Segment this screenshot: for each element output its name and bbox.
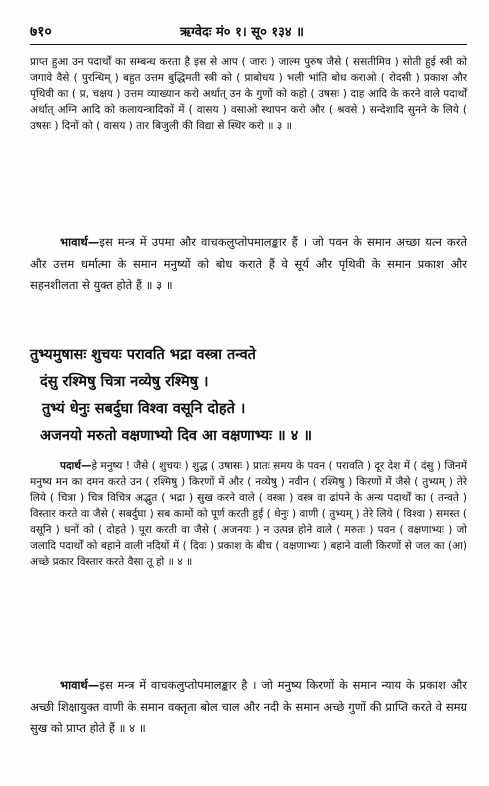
padartha-continuation — [30, 54, 467, 134]
page-number: ७१० — [30, 24, 52, 40]
mantra-line-3: तुभ्यं धेनुः सबर्दुघा विश्वा वसूनि दोहते । — [42, 401, 246, 417]
padartha-2 — [30, 458, 467, 570]
bhavartha-1-paragraph — [30, 232, 467, 297]
bhavartha-2-text: इस मन्त्र में वाचकलुप्तोपमालङ्कार है । जो मनुष्य किरणों के समान न्याय के प्रकाश और अच्छी शिक्षायुक्त वाणी के समान वक्तृता बोल चाल और नदी के समान अच्छे गुणों की प्राप्ति करते वे समग्र सुख को प्राप्त होते हैं ॥ ४ ॥ — [30, 678, 467, 735]
mantra-block — [30, 342, 467, 450]
bhavartha-1-label: भावार्थ— — [60, 235, 100, 249]
padartha-2-paragraph — [30, 458, 467, 570]
bhavartha-2-paragraph — [30, 675, 467, 740]
mantra-line-4: अजनयो मरुतो वक्षणाभ्यो दिव आ वक्षणाभ्यः ॥ ४ ॥ — [40, 428, 313, 444]
mantra-line-2: दंसु रश्मिषु चित्रा नव्येषु रश्मिषु । — [40, 374, 209, 390]
padartha-2-label: पदार्थ— — [60, 460, 92, 472]
page-header — [30, 22, 467, 42]
bhavartha-2-label: भावार्थ— — [60, 678, 100, 692]
mantra-line-1: तुभ्यमुषासः शुचयः परावति भद्रा वस्त्रा तन्वते — [30, 347, 256, 363]
padartha-cont-text: प्राप्त हुआ उन पदार्थों का सम्बन्ध करता है इस से आप ( जारः ) जाल्म पुरुष जैसे ( ससतीमिव ) सोती हुई स्त्री को जगावे वैसे ( पुरन्धिम् ) बहुत उत्तम बुद्धिमती स्त्री को ( प्राबोधय ) भली भांति बोध कराओ ( रोदसी ) प्रकाश और पृथिवी का ( प्र, चक्षय ) उत्तम व्याख्यान करो अर्थात् उन के गुणों को कहो ( उषसः ) दाह आदि के करने वाले पदार्थों अर्थात् अग्नि आदि को कलायन्त्रादिकों में ( वासय ) वसाओ स्थापन करो और ( श्रवसे ) सन्देशादि सुनने के लिये ( उषसः ) दिनों को ( वासय ) तार बिजुली की विद्या से स्थिर करो ॥ ३ ॥ — [30, 56, 467, 132]
running-title: ऋग्वेदः मं० १। सू० १३४ ॥ — [180, 25, 304, 40]
bhavartha-1 — [30, 232, 467, 297]
mantra-verse — [30, 342, 467, 450]
bhavartha-1-text: इस मन्त्र में उपमा और वाचकलुप्तोपमालङ्कार हैं । जो पवन के समान अच्छा यत्न करते और उत्तम धर्मात्मा के समान मनुष्यों को बोध कराते हैं वे सूर्य और पृथिवी के समान प्रकाश और सहनशीलता से युक्त होते हैं ॥ ३ ॥ — [30, 235, 467, 292]
bhavartha-2 — [30, 675, 467, 740]
header-rule — [30, 44, 467, 45]
padartha-2-text: हे मनुष्य ! जैसे ( शुचयः ) शुद्ध ( उषासः ) प्रातः समय के पवन ( परावति ) दूर देश में ( दंसु ) जिनमें मनुष्य मन का दमन करते उन ( रश्मिषु ) किरणों में और ( नव्येषु ) नवीन ( रश्मिषु ) किरणों में जैसे ( तुभ्यम् ) तेरे लिये ( चित्रा ) चित्र विचित्र अद्भुत ( भद्रा ) सुख करने वाले ( वस्त्रा ) वस्त्र वा ढांपने के अन्य पदार्थों का ( तन्वते ) विस्तार करते वा जैसे ( सबर्दुघा ) सब कामों को पूर्ण करती हुई ( धेनुः ) वाणी ( तुभ्यम् ) तेरे लिये ( विश्वा ) समस्त ( वसूनि ) धनों को ( दोहते ) पूरा करती वा जैसे ( अजनयः ) न उत्पन्न होने वाले ( मरुतः ) पवन ( वक्षणाभ्यः ) जो जलादि पदार्थों को बहाने वाली नदियों में ( दिवः ) प्रकाश के बीच ( वक्षणाभ्यः ) बहाने वाली किरणों से जल का (आ) अच्छे प्रकार विस्तार करते वैसा तू हो ॥ ४ ॥ — [30, 460, 467, 568]
